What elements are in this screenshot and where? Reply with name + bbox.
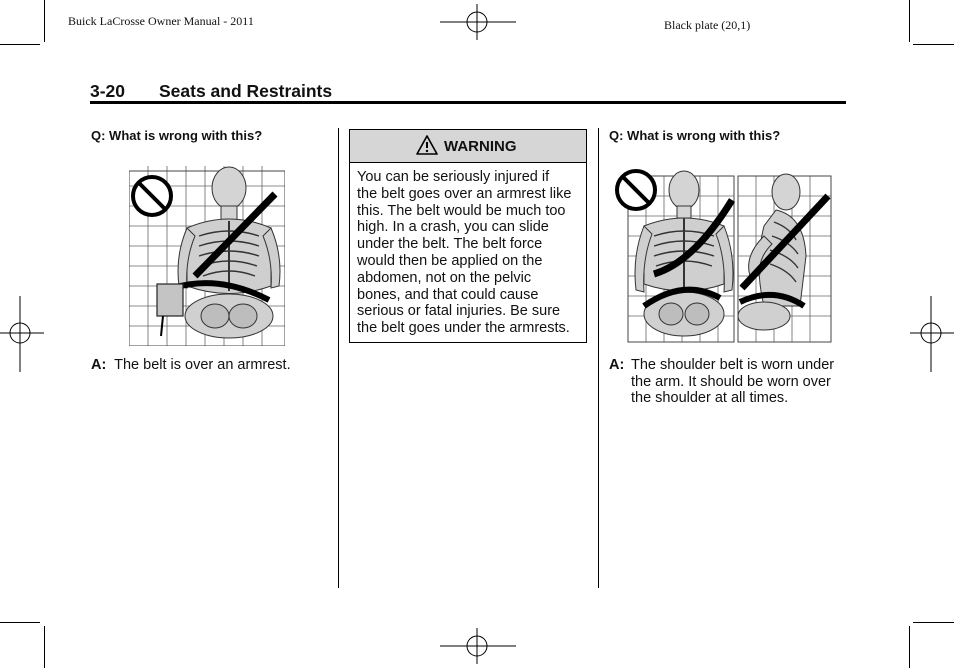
running-header-plate: Black plate (20,1) (664, 18, 751, 32)
answer-text: The belt is over an armrest. (114, 357, 291, 373)
section-rule (90, 101, 846, 104)
section-title: Seats and Restraints (159, 81, 333, 101)
answer-prefix: A: (609, 357, 625, 373)
warning-line: serious or fatal injuries. Be sure (357, 303, 561, 320)
warning-line: under the belt. The belt force (357, 236, 543, 253)
warning-text (357, 169, 583, 337)
registration-mark-right (910, 296, 954, 372)
illustration-belt-over-armrest (129, 166, 285, 346)
warning-line: bones, and that could cause (357, 286, 539, 303)
crop-mark (909, 0, 910, 42)
crop-mark (44, 0, 45, 42)
running-header-title: Buick LaCrosse Owner Manual - 2011 (68, 14, 254, 28)
crop-mark (913, 622, 954, 623)
crop-mark (913, 44, 954, 45)
answer-line: the shoulder at all times. (631, 390, 789, 406)
warning-header (350, 130, 586, 163)
warning-line: the belt goes under the armrests. (357, 320, 570, 337)
crop-mark (0, 44, 40, 45)
registration-mark-bottom (440, 626, 516, 666)
crop-mark (44, 626, 45, 668)
warning-line: You can be seriously injured if (357, 169, 550, 185)
column-divider (598, 128, 599, 588)
answer-line: the arm. It should be worn over (631, 373, 831, 390)
question-label: Q: What is wrong with this? (91, 128, 263, 143)
answer-prefix: A: (91, 357, 107, 373)
answer-block (609, 357, 849, 407)
registration-mark-top (440, 2, 516, 42)
question-label: Q: What is wrong with this? (609, 128, 781, 143)
warning-line: the belt goes over an armrest like (357, 185, 572, 202)
warning-line: abdomen, not on the pelvic (357, 269, 532, 286)
answer-block (91, 357, 291, 374)
crop-mark (909, 626, 910, 668)
warning-line: this. The belt would be much too (357, 202, 566, 219)
warning-box (349, 129, 587, 343)
illustration-belt-under-arm (614, 166, 834, 344)
page-number: 3-20 (90, 81, 126, 101)
warning-label: WARNING (444, 138, 517, 155)
answer-line: The shoulder belt is worn under (631, 357, 835, 373)
warning-line: high. In a crash, you can slide (357, 219, 549, 236)
column-divider (338, 128, 339, 588)
warning-triangle-icon (416, 135, 438, 155)
warning-line: would then be applied on the (357, 252, 543, 269)
registration-mark-left (0, 296, 44, 372)
crop-mark (0, 622, 40, 623)
